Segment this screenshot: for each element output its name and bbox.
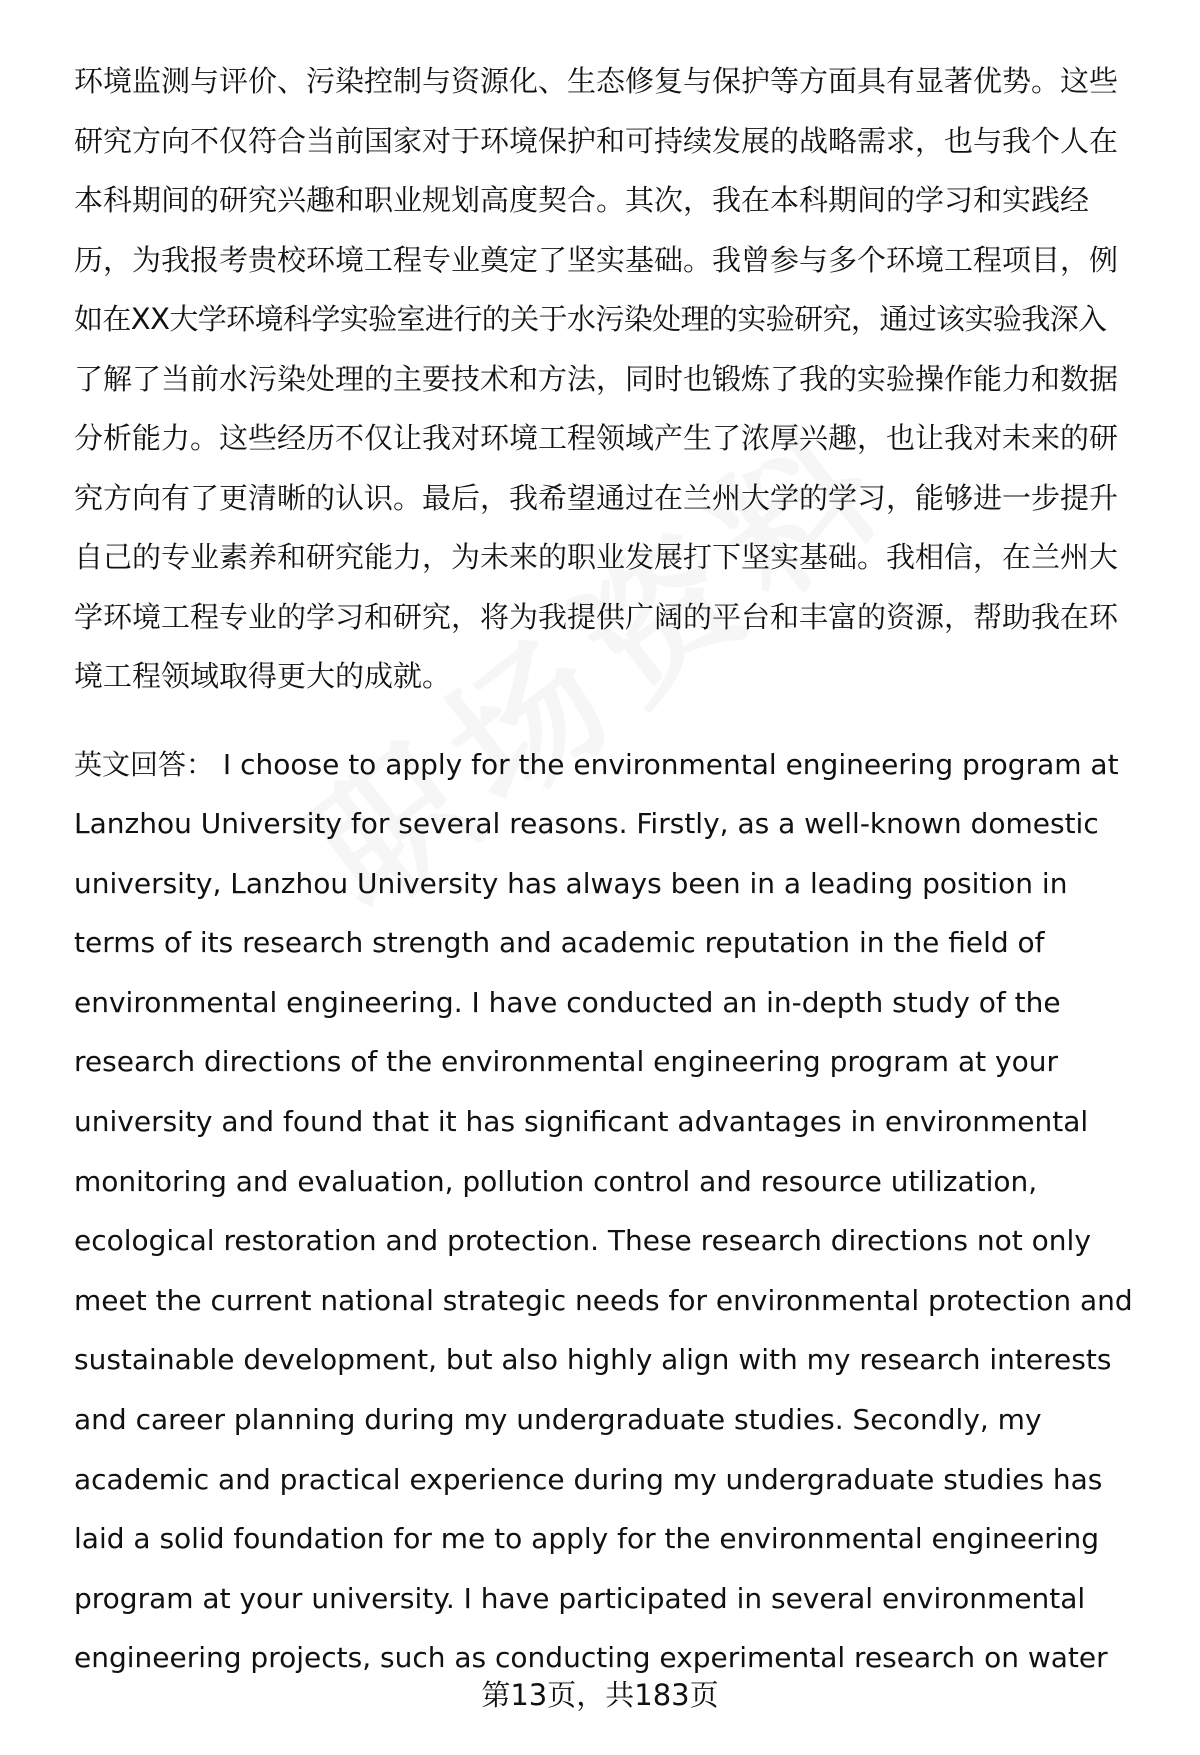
text-line: ecological restoration and protection. These research directions not only [74,1224,1091,1258]
text-line: and career planning during my undergraduate studies. Secondly, my [74,1403,1042,1437]
text-segment: I choose to apply for the environmental engineering program at [214,747,1119,781]
page-number-footer: 第13页，共183页 [481,1678,719,1712]
english-answer-label: 英文回答： [74,747,215,781]
text-line: environmental engineering. I have conducted an in-depth study of the [74,985,1061,1019]
text-line: university, Lanzhou University has always been in a leading position in [74,866,1068,900]
text-line: program at your university. I have participated in several environmental [74,1581,1086,1615]
text-line: monitoring and evaluation, pollution control and resource utilization, [74,1164,1038,1198]
text-line: Lanzhou University for several reasons. Firstly, as a well-known domestic [74,807,1099,841]
text-line: 自己的专业素养和研究能力，为未来的职业发展打下坚实基础。我相信，在兰州大 [74,540,1119,574]
text-line: 境工程领域取得更大的成就。 [74,659,452,693]
text-line: sustainable development, but also highly align with my research interests [74,1343,1112,1377]
chinese-answer-paragraph [74,52,1156,707]
text-line: 究方向有了更清晰的认识。最后，我希望通过在兰州大学的学习，能够进一步提升 [74,480,1119,515]
english-answer-paragraph [74,735,1156,1689]
text-line: 如在XX大学环境科学实验室进行的关于水污染处理的实验研究，通过该实验我深入 [74,302,1107,336]
text-line: terms of its research strength and academic reputation in the field of [74,926,1045,960]
text-line: meet the current national strategic needs for environmental protection and [74,1283,1133,1317]
text-line: research directions of the environmental engineering program at your [74,1045,1058,1079]
text-line [74,735,1156,795]
document-body [74,52,1156,1688]
text-line: university and found that it has significant advantages in environmental [74,1105,1089,1139]
text-line: 学环境工程专业的学习和研究，将为我提供广阔的平台和丰富的资源，帮助我在环 [74,599,1119,634]
text-line: 历，为我报考贵校环境工程专业奠定了坚实基础。我曾参与多个环境工程项目，例 [74,242,1119,277]
text-line: 环境监测与评价、污染控制与资源化、生态修复与保护等方面具有显著优势。这些 [74,64,1119,98]
text-line: 分析能力。这些经历不仅让我对环境工程领域产生了浓厚兴趣，也让我对未来的研 [74,421,1119,455]
text-line: 研究方向不仅符合当前国家对于环境保护和可持续发展的战略需求，也与我个人在 [74,123,1119,158]
text-line: 了解了当前水污染处理的主要技术和方法，同时也锻炼了我的实验操作能力和数据 [74,361,1119,396]
text-line: laid a solid foundation for me to apply for the environmental engineering [74,1522,1100,1556]
text-line: 本科期间的研究兴趣和职业规划高度契合。其次，我在本科期间的学习和实践经 [74,183,1090,217]
text-line: academic and practical experience during my undergraduate studies has [74,1462,1103,1496]
text-line: engineering projects, such as conducting experimental research on water [74,1641,1108,1675]
